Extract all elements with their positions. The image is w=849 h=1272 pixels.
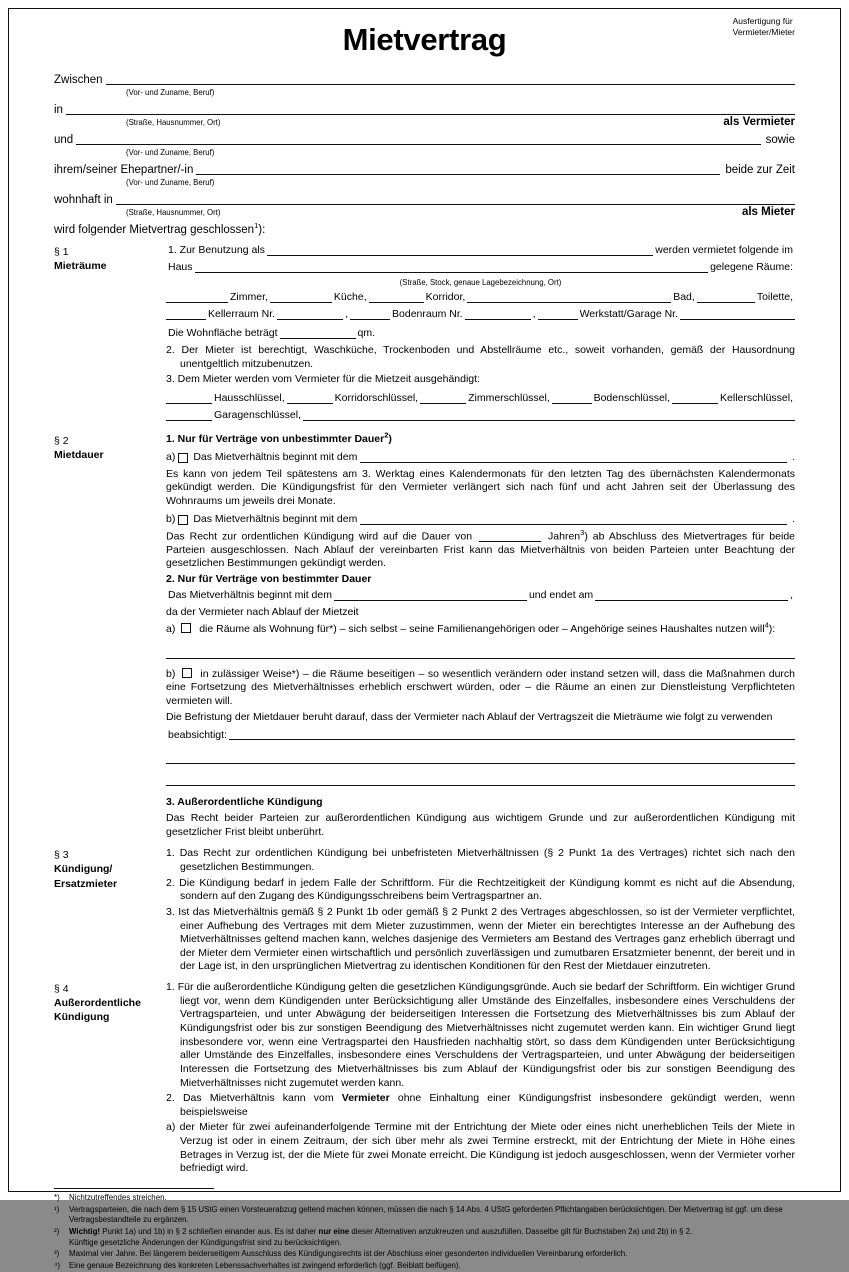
party-row-wohnhaft (54, 192, 795, 207)
party-input-ehepartner[interactable] (196, 162, 720, 175)
s1-label-bad: Bad, (673, 291, 695, 304)
s1-input-korridor[interactable] (369, 291, 424, 303)
footnote-1 (54, 1205, 795, 1226)
s1-usage-input[interactable] (267, 244, 653, 256)
s2-option-b-label: b) (166, 512, 176, 525)
party-label-ehepartner: ihrem/seiner Ehepartner/-in (54, 164, 194, 177)
section-3-body (166, 847, 795, 976)
s1-house-hint: (Straße, Stock, genaue Lagebezeichnung, Ort) (399, 278, 562, 287)
s2-part2-a-input[interactable] (166, 647, 795, 659)
section-2-body (166, 430, 795, 841)
s2-part2-end-input[interactable] (595, 589, 788, 601)
s1-label-korridorschluessel: Korridorschlüssel, (334, 392, 419, 405)
s1-input-zimmer[interactable] (166, 291, 228, 303)
s2-befristung-text: Die Befristung der Mietdauer beruht darauf, dass der Vermieter nach Ablauf der Vertragszeit die Mieträume wie folgt zu verwenden (166, 710, 773, 723)
section-1-body (166, 244, 795, 426)
footnote-1-marker: ¹) (54, 1204, 60, 1214)
s2-option-b-text: Das Mietverhältnis beginnt mit dem (193, 512, 358, 525)
party-input-wohnhaft[interactable] (116, 192, 795, 205)
s2-beabsichtigt-input-2[interactable] (166, 752, 795, 764)
footnote-2-bold-emphasis: nur eine (318, 1227, 350, 1237)
s1-label-werkstatt: Werkstatt/Garage Nr. (579, 308, 679, 321)
footnote-3-text: Maximal vier Jahre. Bei längerem beiderseitigem Ausschluss des Kündigungsrechts ist der Abschluss einer gesonderten individuellen Vereinbarung erforderlich. (69, 1249, 628, 1259)
s1-input-kueche[interactable] (270, 291, 332, 303)
footnote-2-line2: Künftige gesetzliche Änderungen der Kündigungsfrist sind zu berücksichtigen. (69, 1237, 342, 1247)
s2-beabsichtigt-label: beabsichtigt: (168, 728, 227, 741)
s2-part2-dates-row (166, 589, 795, 603)
s3-item-1: 1. Das Recht zur ordentlichen Kündigung bei unbefristeten Mietverhältnissen (§ 2 Punkt 1a des Vertrages) richtet sich nach den gesetzlichen Bestimmungen. (166, 847, 795, 873)
s2-part2-b-text: in zulässiger Weise*) – die Räume beseitigen – so wesentlich verändern oder instand setzen will, dass die Maßnahmen durch eine Fortsetzung des Mietverhältnisses erheblich erschwert würden, oder – die Räume an einen zur Dienstleistung Verpflichteten vermieten will. (166, 667, 795, 708)
s2-para-after-b: Das Recht zur ordentlichen Kündigung wird auf die Dauer von Jahren$^3$) ab Abschluss des Mietvertrages für beide Parteien ausgeschlossen. Nach Ablauf der vereinbarten Frist kann das Mietverhältnis von beiden Parteien unter Beachtung der gesetzlichen Bestimmungen gekündigt werden. (166, 527, 795, 570)
s1-usage-label: 1. Zur Benutzung als (168, 244, 265, 257)
footnote-3-marker: ³) (54, 1249, 60, 1259)
party-input-zwischen[interactable] (106, 72, 795, 85)
section-2-number: § 2 (54, 435, 69, 448)
party-label-und: und (54, 134, 74, 147)
section-4-body (166, 981, 795, 1178)
s2-part1-heading: 1. Nur für Verträge von unbestimmter Dauer$^2$) (166, 430, 392, 446)
s2-option-b-lead (166, 513, 357, 527)
footnote-ref-1: 1 (254, 221, 259, 231)
section-4 (54, 981, 795, 1178)
s2-option-b-tail: . (792, 512, 795, 525)
s1-input-werkstatt-count[interactable] (538, 308, 578, 320)
s4-item-2a: a) der Mieter für zwei aufeinanderfolgende Termine mit der Entrichtung der Miete oder eines nicht unerheblichen Teils der Miete in Verzug ist oder in einem Zeitraum, der sich über mehr als zwei Termine erstreckt, mit der Entrichtung der Miete in Höhe eines Betrages in Verzug ist, der die Miete für zwei Monate erreicht. Die Kündigung ist jedoch ausgeschlossen, wenn der Vermieter vorher befriedigt wird. (166, 1121, 795, 1175)
section-4-name-line2: Kündigung (54, 1011, 110, 1024)
s1-input-bodenschluessel[interactable] (552, 392, 592, 404)
footnote-ref-3: 3 (580, 527, 585, 537)
party-input-in[interactable] (66, 102, 795, 115)
copy-note (733, 16, 795, 39)
party-hint-zwischen: (Vor- und Zuname, Beruf) (126, 88, 215, 97)
section-3-marker (54, 847, 166, 891)
footnote-4-marker: ⁴) (54, 1261, 61, 1271)
s1-area-unit: qm. (357, 327, 376, 340)
s1-comma-1: , (345, 308, 349, 321)
party-hint-und: (Vor- und Zuname, Beruf) (126, 148, 215, 157)
s2-option-a-input[interactable] (360, 451, 787, 463)
s2-para-after-a: Es kann von jedem Teil spätestens am 3. Werktag eines Kalendermonats für den letzten Tag des übernächsten Kalendermonats gekündigt werden. Die Kündigungsfrist für den Vermieter verlängert sich nach fünf und acht Jahren seit der Überlassung des Wohnraums um jeweils drei Monate. (166, 467, 795, 507)
s2-beabsichtigt-input-3[interactable] (166, 774, 795, 786)
s1-label-zimmer: Zimmer, (230, 291, 268, 304)
s2-part2-second-line: da der Vermieter nach Ablauf der Mietzeit (166, 605, 359, 618)
page-title: Mietvertrag (342, 22, 507, 57)
s2-part2-option-b (166, 668, 795, 709)
s2-part2-start-label: Das Mietverhältnis beginnt mit dem (168, 588, 332, 601)
footnote-2-body: Punkt 1a) und 1b) in § 2 schließen einander aus. Es ist daher nur eine dieser Alternativen anzukreuzen und auszufüllen. Dasselbe gilt für Buchstaben 2a) und 2b) in § 2. (102, 1227, 693, 1237)
s2-part2-a-label: a) (166, 623, 176, 636)
s4-item-2-pre: 2. Das Mietverhältnis kann vom (166, 1092, 342, 1105)
section-3-name-line2: Ersatzmieter (54, 877, 118, 890)
s2-option-a-lead (166, 451, 357, 465)
s1-item-3: 3. Dem Mieter werden vom Vermieter für die Mietzeit ausgehändigt: (166, 373, 480, 386)
section-2-name: Mietdauer (54, 449, 104, 462)
s1-area-input[interactable] (280, 327, 356, 339)
s2-part3-heading: 3. Außerordentliche Kündigung (166, 796, 323, 809)
s1-label-bodenraum: Bodenraum Nr. (392, 308, 463, 321)
s1-keys-row-2 (166, 409, 795, 423)
s1-label-kellerraum: Kellerraum Nr. (208, 308, 276, 321)
party-label-zwischen: Zwischen (54, 74, 103, 87)
s1-label-kueche: Küche, (333, 291, 367, 304)
footnote-2-text (69, 1227, 795, 1248)
checkbox-s2-2b[interactable] (182, 668, 192, 678)
party-label-in: in (54, 104, 63, 117)
s1-rooms-row-2 (166, 308, 795, 322)
s1-input-kellerraum-count[interactable] (166, 308, 206, 320)
party-role-vermieter: als Vermieter (723, 116, 795, 128)
contract-closing-line: wird folgender Mietvertrag geschlossen$^1$): (54, 221, 266, 236)
copy-note-line2: Vermieter/Mieter (732, 27, 795, 38)
footnote-ref-4: 4 (764, 620, 769, 630)
section-4-number: § 4 (54, 983, 69, 996)
s2-option-a-text: Das Mietverhältnis beginnt mit dem (193, 451, 358, 464)
parties-block (54, 72, 795, 236)
section-3-number: § 3 (54, 849, 69, 862)
footnote-2-marker: ²) (54, 1227, 60, 1237)
section-4-name-line1: Außerordentliche (54, 997, 141, 1010)
s2-part2-end-label: und endet am (528, 588, 594, 601)
s1-house-input[interactable] (195, 261, 709, 273)
section-3 (54, 847, 795, 976)
footnote-2-bold-lead: Wichtig! (69, 1227, 101, 1237)
s1-label-garagenschluessel: Garagenschlüssel, (214, 409, 301, 422)
s1-input-kellerraum-nr[interactable] (277, 308, 343, 320)
party-hint-wohnhaft: (Straße, Hausnummer, Ort) als Mieter (126, 206, 795, 218)
footnote-ref-2: 2 (384, 430, 389, 440)
s2-part2-heading: 2. Nur für Verträge von bestimmter Dauer (166, 572, 372, 585)
footnote-4-text: Eine genaue Bezeichnung des konkreten Lebenssachverhaltes ist zwingend erforderlich (ggf. Beiblatt beifügen). (69, 1261, 461, 1271)
s1-area-row (166, 327, 795, 341)
s2-part2-a-text: die Räume als Wohnung für*) – sich selbst – seine Familienangehörigen oder – Angehörige seines Haushaltes nutzen will (199, 623, 765, 636)
s1-input-bodenraum-nr[interactable] (465, 308, 531, 320)
section-1-marker (54, 244, 166, 273)
footnotes-block (54, 1188, 795, 1272)
footnote-star (54, 1193, 795, 1204)
footnote-star-marker: *) (54, 1193, 60, 1203)
s1-input-hausschluessel[interactable] (166, 392, 212, 404)
footnote-1-text: Vertragsparteien, die nach dem § 15 UStG einen Vorsteuerabzug geltend machen können, müssen die nach § 14 Abs. 4 UStG geforderten Pflichtangaben berücksichtigen. Der Mietvertrag ist ggf. um diese Vertragsbestandteile zu ergänzen. (69, 1204, 783, 1225)
s3-item-3: 3. Ist das Mietverhältnis gemäß § 2 Punkt 1b oder gemäß § 2 Punkt 2 des Vertrages abgeschlossen, so ist der Vermieter verpflichtet, einer Aufhebung des Vertrages mit dem Mieter zuzustimmen, wenn der Mieter ein berechtigtes Interesse an der Aufhebung des Mietverhältnisses geltend machen kann, welches dasjenige des Vermieters am Bestand des Vertrages ganz erheblich überragt und der Mieter dem Vermieter einen wirtschaftlich und persönlich zuverlässigen und zumutbaren Ersatzmieter benennt, der bereit und in der Lage ist, in den ursprünglichen Mietvertrag zu identischen Konditionen für den Rest der Mietdauer einzutreten. (166, 905, 795, 973)
footnote-4 (54, 1261, 795, 1272)
s1-label-zimmerschluessel: Zimmerschlüssel, (468, 392, 550, 405)
party-label-wohnhaft: wohnhaft in (54, 194, 113, 207)
party-row-zwischen (54, 72, 795, 87)
section-1-name: Mieträume (54, 260, 107, 273)
s4-item-2 (166, 1092, 795, 1119)
section-2 (54, 430, 795, 841)
s1-input-werkstatt-nr[interactable] (680, 308, 795, 320)
s1-label-korridor: Korridor, (425, 291, 466, 304)
s1-area-label: Die Wohnfläche beträgt (168, 327, 278, 340)
s1-house-tail: gelegene Räume: (710, 261, 793, 274)
s1-input-toilette[interactable] (697, 291, 755, 303)
s1-rooms-row-1 (166, 291, 795, 305)
s2-years-input[interactable] (479, 530, 541, 542)
s2-option-b-input[interactable] (360, 513, 787, 525)
s1-comma-2: , (532, 308, 536, 321)
s2-part2-start-input[interactable] (334, 589, 527, 601)
s1-label-hausschluessel: Hausschlüssel, (214, 392, 285, 405)
s2-beabsichtigt-input-1[interactable] (229, 728, 795, 740)
checkbox-s2-1a[interactable] (178, 453, 188, 463)
s1-input-kellerschluessel[interactable] (672, 392, 718, 404)
checkbox-s2-2a[interactable] (181, 623, 191, 633)
s1-keys-row-1 (166, 392, 795, 406)
footnote-3 (54, 1249, 795, 1260)
section-4-marker (54, 981, 166, 1025)
party-right-beide: beide zur Zeit (725, 164, 795, 177)
s1-house-row (166, 261, 795, 275)
s2-part3-text: Das Recht beider Parteien zur außerordentlichen Kündigung aus wichtigem Grunde und zur außerordentlichen Kündigung mit gesetzlicher Frist bleibt unberührt. (166, 812, 795, 838)
s1-usage-row (166, 244, 795, 258)
party-row-ehepartner (54, 162, 795, 177)
s2-part2-option-a: a) die Räume als Wohnung für*) – sich selbst – seine Familienangehörigen oder – Angehörige seines Haushaltes nutzen will$^4$): (166, 620, 776, 636)
s2-option-a-label: a) (166, 451, 176, 464)
s2-option-a-row (166, 451, 795, 465)
party-input-und[interactable] (76, 132, 760, 145)
s2-part2-comma: , (790, 588, 794, 601)
s1-input-bad[interactable] (467, 291, 671, 303)
s1-label-toilette: Toilette, (756, 291, 793, 304)
s2-beabsichtigt-row (166, 728, 795, 742)
s1-input-garagenschluessel[interactable] (166, 409, 212, 421)
s1-input-korridorschluessel[interactable] (287, 392, 333, 404)
s1-label-kellerschluessel: Kellerschlüssel, (720, 392, 793, 405)
section-1-number: § 1 (54, 246, 69, 258)
footnote-star-text: Nichtzutreffendes streichen. (69, 1193, 167, 1203)
s2-option-a-tail: . (792, 451, 795, 464)
s1-label-bodenschluessel: Bodenschlüssel, (593, 392, 671, 405)
copy-note-line1: Ausfertigung für (732, 16, 793, 26)
s4-item-1: 1. Für die außerordentliche Kündigung gelten die gesetzlichen Kündigungsgründe. Auch sie bedarf der Schriftform. Ein wichtiger Grund liegt vor, wenn dem Kündigenden unter Berücksichtigung aller Umstände des Einzelfalles, insbesondere eines Verschuldens der Vertragsparteien, und unter Abwägung der beiderseitigen Interessen die Fortsetzung des Mietverhältnisses bis zum Ablauf der Kündigungsfrist oder bis zur sonstigen Beendigung des Mietverhältnisses nicht zugemutet werden kann. Ein wichtiger Grund liegt insbesondere vor, wenn eine Vertragspartei den Hausfrieden nachhaltig stört, so dass dem Kündigenden unter Berücksichtigung aller Umstände des Einzelfalles, insbesondere eines Verschuldens der Vertragsparteien, und unter Abwägung der beiderseitigen Interessen die Fortsetzung des Mietverhältnisses bis zum Ablauf der Kündigungsfrist oder bis zur sonstigen Beendigung des Mietverhältnisses nicht zugemutet werden kann. (166, 981, 795, 1089)
checkbox-s2-1b[interactable] (178, 515, 188, 525)
s1-item-2: 2. Der Mieter ist berechtigt, Waschküche, Trockenboden und Abstellräume etc., soweit vorhanden, gemäß der Hausordnung unentgeltlich mitzubenutzen. (166, 344, 795, 370)
party-right-sowie: sowie (765, 134, 795, 147)
footnote-2 (54, 1227, 795, 1248)
s1-input-bodenraum-count[interactable] (350, 308, 390, 320)
s4-item-2-post: ohne Einhaltung einer Kündigungsfrist insbesondere gekündigt werden, wenn beispielsweise (180, 1092, 795, 1118)
s2-option-b-row (166, 513, 795, 527)
s1-input-keys-other[interactable] (303, 409, 795, 421)
s2-part2-b-label: b) (166, 667, 176, 680)
s4-item-2-vermieter: Vermieter (341, 1092, 390, 1105)
party-hint-ehepartner: (Vor- und Zuname, Beruf) (126, 178, 215, 187)
s3-item-2: 2. Die Kündigung bedarf in jedem Falle der Schriftform. Für die Rechtzeitigkeit der Kündigung kommt es nicht auf die Absendung, sondern auf den Zugang des Kündigungsschreibens beim Vertragspartner an. (166, 876, 795, 903)
document-header (54, 14, 795, 66)
party-row-und (54, 132, 795, 147)
s1-house-label: Haus (168, 261, 193, 274)
footnotes-divider (54, 1188, 214, 1189)
section-2-marker (54, 433, 166, 462)
party-hint-in: (Straße, Hausnummer, Ort) als Vermieter (126, 116, 795, 128)
section-3-name-line1: Kündigung/ (54, 863, 113, 876)
s1-input-zimmerschluessel[interactable] (420, 392, 466, 404)
section-1 (54, 244, 795, 426)
s1-usage-tail: werden vermietet folgende im (655, 244, 793, 257)
party-row-in (54, 102, 795, 117)
party-role-mieter: als Mieter (741, 206, 795, 218)
